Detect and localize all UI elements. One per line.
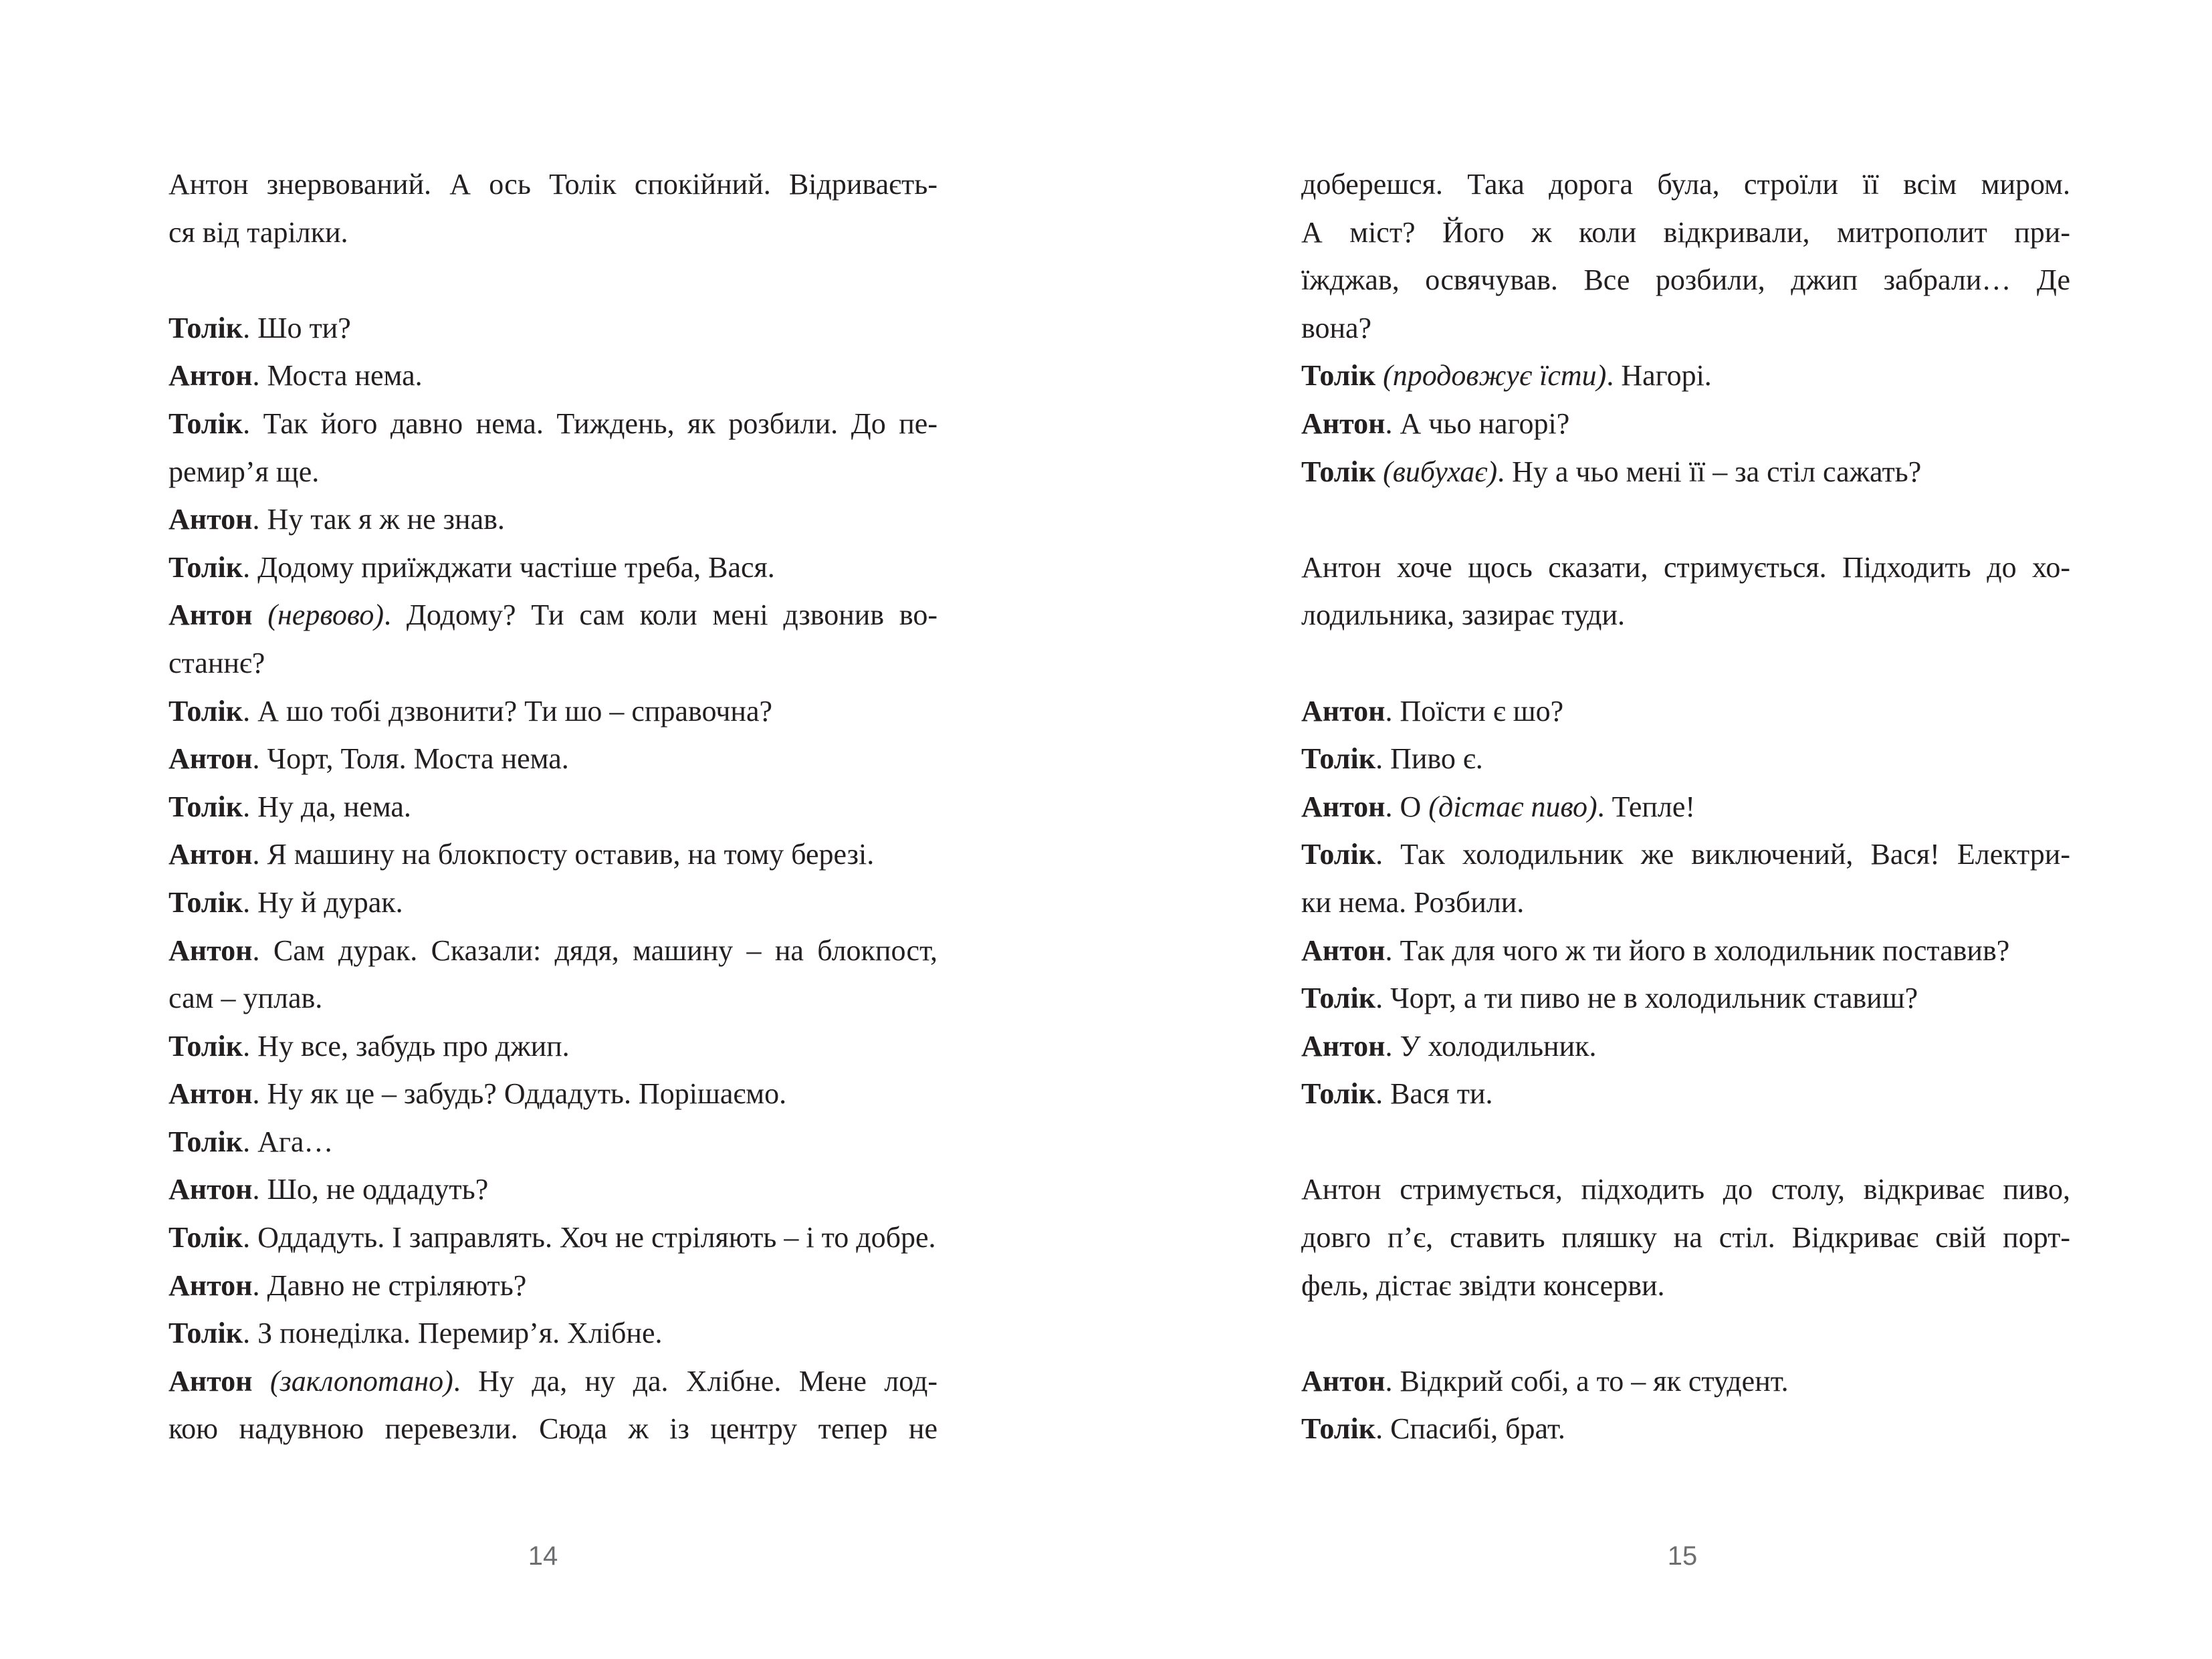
line-text: . Чорт, а ти пиво не в холодильник ставиш?	[1375, 982, 1918, 1015]
line-text: Антон стримується, підходить до столу, відкриває пиво,	[1301, 1173, 2070, 1206]
line-text: . А чьо нагорі?	[1385, 407, 1570, 440]
text-line	[169, 1262, 937, 1310]
text-line	[169, 1118, 937, 1166]
line-text: їжджав, освячував. Все розбили, джип забрали… Де	[1301, 263, 2070, 297]
line-text: . Ну да, ну да. Хлібне. Мене лод-	[453, 1364, 937, 1398]
left-page-text	[169, 160, 937, 1453]
text-line	[1301, 448, 2070, 496]
speaker-name: Антон	[169, 1364, 253, 1398]
paragraph-gap	[1301, 1118, 2070, 1166]
paragraph-gap	[1301, 1309, 2070, 1357]
text-line	[169, 1357, 937, 1406]
stage-direction: (дістає пиво)	[1428, 790, 1597, 823]
text-line	[1301, 1070, 2070, 1118]
text-line	[169, 1166, 937, 1214]
line-text: . А шо тобі дзвонити? Ти шо – справочна?	[243, 694, 773, 728]
text-line	[169, 1309, 937, 1357]
text-line	[169, 495, 937, 544]
text-line	[169, 1214, 937, 1262]
speaker-name: Антон	[169, 503, 253, 536]
line-text: . Шо ти?	[243, 311, 351, 344]
line-text: . Ну все, забудь про джип.	[243, 1029, 570, 1063]
text-line	[169, 1405, 937, 1453]
line-text: . Ну а чьо мені її – за стіл сажать?	[1497, 455, 1922, 488]
speaker-name: Антон	[169, 1268, 253, 1302]
line-text: . Так холодильник же виключений, Вася! Електри-	[1375, 838, 2070, 871]
text-line	[1301, 400, 2070, 448]
speaker-name: Антон	[1301, 407, 1386, 440]
line-text: . Так його давно нема. Тиждень, як розбили. До пе-	[243, 407, 937, 440]
line-text: . О	[1385, 790, 1429, 823]
line-text: . З понеділка. Перемир’я. Хлібне.	[243, 1317, 663, 1350]
line-text: . Оддадуть. І заправлять. Хоч не стріляють – і то добре.	[243, 1221, 936, 1254]
speaker-name: Антон	[1301, 790, 1386, 823]
speaker-name: Толік	[169, 885, 243, 919]
speaker-name: Толік	[1301, 742, 1376, 776]
speaker-name: Антон	[1301, 933, 1386, 967]
line-text: . Вася ти.	[1375, 1077, 1493, 1111]
line-text: . Відкрий собі, а то – як студент.	[1385, 1364, 1789, 1398]
speaker-name: Толік	[1301, 455, 1376, 488]
line-text: . Додому приїжджати частіше треба, Вася.	[243, 550, 775, 584]
speaker-name: Толік	[1301, 1077, 1376, 1111]
speaker-name: Антон	[169, 933, 253, 967]
line-text: . Ну да, нема.	[243, 790, 411, 823]
line-text: довго п’є, ставить пляшку на стіл. Відкриває свій порт-	[1301, 1221, 2070, 1254]
text-line	[1301, 1022, 2070, 1071]
speaker-name: Антон	[169, 1173, 253, 1206]
text-line	[1301, 256, 2070, 304]
text-line	[169, 544, 937, 592]
text-line	[169, 639, 937, 687]
text-line	[1301, 352, 2070, 400]
line-text: . Шо, не оддадуть?	[252, 1173, 489, 1206]
speaker-name: Антон	[169, 359, 253, 393]
speaker-name: Антон	[1301, 1364, 1386, 1398]
line-text: сам – уплав.	[169, 982, 323, 1015]
speaker-name: Толік	[169, 550, 243, 584]
text-line	[1301, 1214, 2070, 1262]
line-text: . Так для чого ж ти його в холодильник поставив?	[1385, 933, 2010, 967]
text-line	[1301, 927, 2070, 975]
line-text: станнє?	[169, 646, 265, 679]
text-line	[1301, 735, 2070, 783]
line-text: ки нема. Розбили.	[1301, 885, 1525, 919]
line-text: . У холодильник.	[1385, 1029, 1597, 1063]
line-text: . Нагорі.	[1606, 359, 1712, 393]
speaker-name: Толік	[169, 1125, 243, 1158]
line-text: . Додому? Ти сам коли мені дзвонив во-	[384, 598, 938, 632]
text-line	[1301, 783, 2070, 831]
speaker-name: Антон	[1301, 1029, 1386, 1063]
line-text: . Спасибі, брат.	[1375, 1412, 1565, 1446]
line-text: . Я машину на блокпосту оставив, на тому березі.	[252, 838, 875, 871]
text-line	[1301, 831, 2070, 879]
line-text: . Чорт, Толя. Моста нема.	[252, 742, 569, 776]
line-text: доберешся. Така дорога була, строїли її всім миром.	[1301, 168, 2070, 201]
speaker-name: Толік	[169, 407, 243, 440]
speaker-name: Толік	[1301, 838, 1376, 871]
speaker-name: Толік	[169, 694, 243, 728]
speaker-name: Толік	[169, 1029, 243, 1063]
text-line	[1301, 544, 2070, 592]
line-text: . Ну так я ж не знав.	[252, 503, 505, 536]
speaker-name: Антон	[169, 838, 253, 871]
text-line	[169, 783, 937, 831]
line-text: Антон знервований. А ось Толік спокійний. Відриваєть-	[169, 168, 937, 201]
line-text: . Ну й дурак.	[243, 885, 403, 919]
stage-direction: (вибухає)	[1375, 455, 1498, 488]
speaker-name: Антон	[1301, 694, 1386, 728]
line-text: Антон хоче щось сказати, стримується. Підходить до хо-	[1301, 550, 2070, 584]
text-line	[1301, 1357, 2070, 1406]
text-line	[169, 352, 937, 400]
line-text: фель, дістає звідти консерви.	[1301, 1268, 1665, 1302]
stage-direction: (продовжує їсти)	[1375, 359, 1607, 393]
text-line	[1301, 1166, 2070, 1214]
text-line	[169, 831, 937, 879]
text-line	[169, 927, 937, 975]
left-page-number: 14	[528, 1541, 558, 1571]
line-text: ремир’я ще.	[169, 455, 320, 488]
paragraph-gap	[1301, 639, 2070, 687]
text-line	[169, 591, 937, 639]
text-line	[1301, 1262, 2070, 1310]
text-line	[1301, 591, 2070, 639]
line-text: . Ну як це – забудь? Оддадуть. Порішаємо.	[252, 1077, 787, 1111]
text-line	[169, 879, 937, 927]
right-page-number: 15	[1667, 1541, 1698, 1571]
speaker-name: Толік	[169, 311, 243, 344]
text-line	[1301, 209, 2070, 257]
text-line	[1301, 160, 2070, 209]
stage-direction: (нервово)	[252, 598, 384, 632]
speaker-name: Толік	[1301, 982, 1376, 1015]
speaker-name: Антон	[169, 742, 253, 776]
paragraph-gap	[1301, 495, 2070, 544]
text-line	[169, 1070, 937, 1118]
text-line	[169, 160, 937, 209]
line-text: А міст? Його ж коли відкривали, митрополит при-	[1301, 215, 2070, 249]
text-line	[1301, 974, 2070, 1022]
speaker-name: Антон	[169, 598, 253, 632]
text-line	[169, 974, 937, 1022]
line-text: кою надувною перевезли. Сюда ж із центру тепер не	[169, 1412, 937, 1446]
text-line	[169, 687, 937, 736]
speaker-name: Толік	[169, 1221, 243, 1254]
text-line	[169, 304, 937, 352]
line-text: . Поїсти є шо?	[1385, 694, 1564, 728]
speaker-name: Антон	[169, 1077, 253, 1111]
text-line	[169, 400, 937, 448]
text-line	[1301, 687, 2070, 736]
line-text: вона?	[1301, 311, 1372, 344]
line-text: . Тепле!	[1597, 790, 1696, 823]
line-text: лодильника, зазирає туди.	[1301, 598, 1626, 632]
line-text: . Давно не стріляють?	[252, 1268, 527, 1302]
text-line	[169, 448, 937, 496]
right-page-text	[1301, 160, 2070, 1453]
speaker-name: Толік	[169, 790, 243, 823]
text-line	[1301, 304, 2070, 352]
line-text: . Ага…	[243, 1125, 334, 1158]
text-line	[1301, 1405, 2070, 1453]
line-text: . Пиво є.	[1375, 742, 1483, 776]
paragraph-gap	[169, 256, 937, 304]
text-line	[169, 1022, 937, 1071]
stage-direction: (заклопотано)	[252, 1364, 453, 1398]
text-line	[169, 735, 937, 783]
speaker-name: Толік	[1301, 359, 1376, 393]
line-text: . Моста нема.	[252, 359, 423, 393]
line-text: . Сам дурак. Сказали: дядя, машину – на блокпост,	[252, 933, 937, 967]
text-line	[169, 209, 937, 257]
speaker-name: Толік	[169, 1317, 243, 1350]
speaker-name: Толік	[1301, 1412, 1376, 1446]
line-text: ся від тарілки.	[169, 215, 348, 249]
text-line	[1301, 879, 2070, 927]
